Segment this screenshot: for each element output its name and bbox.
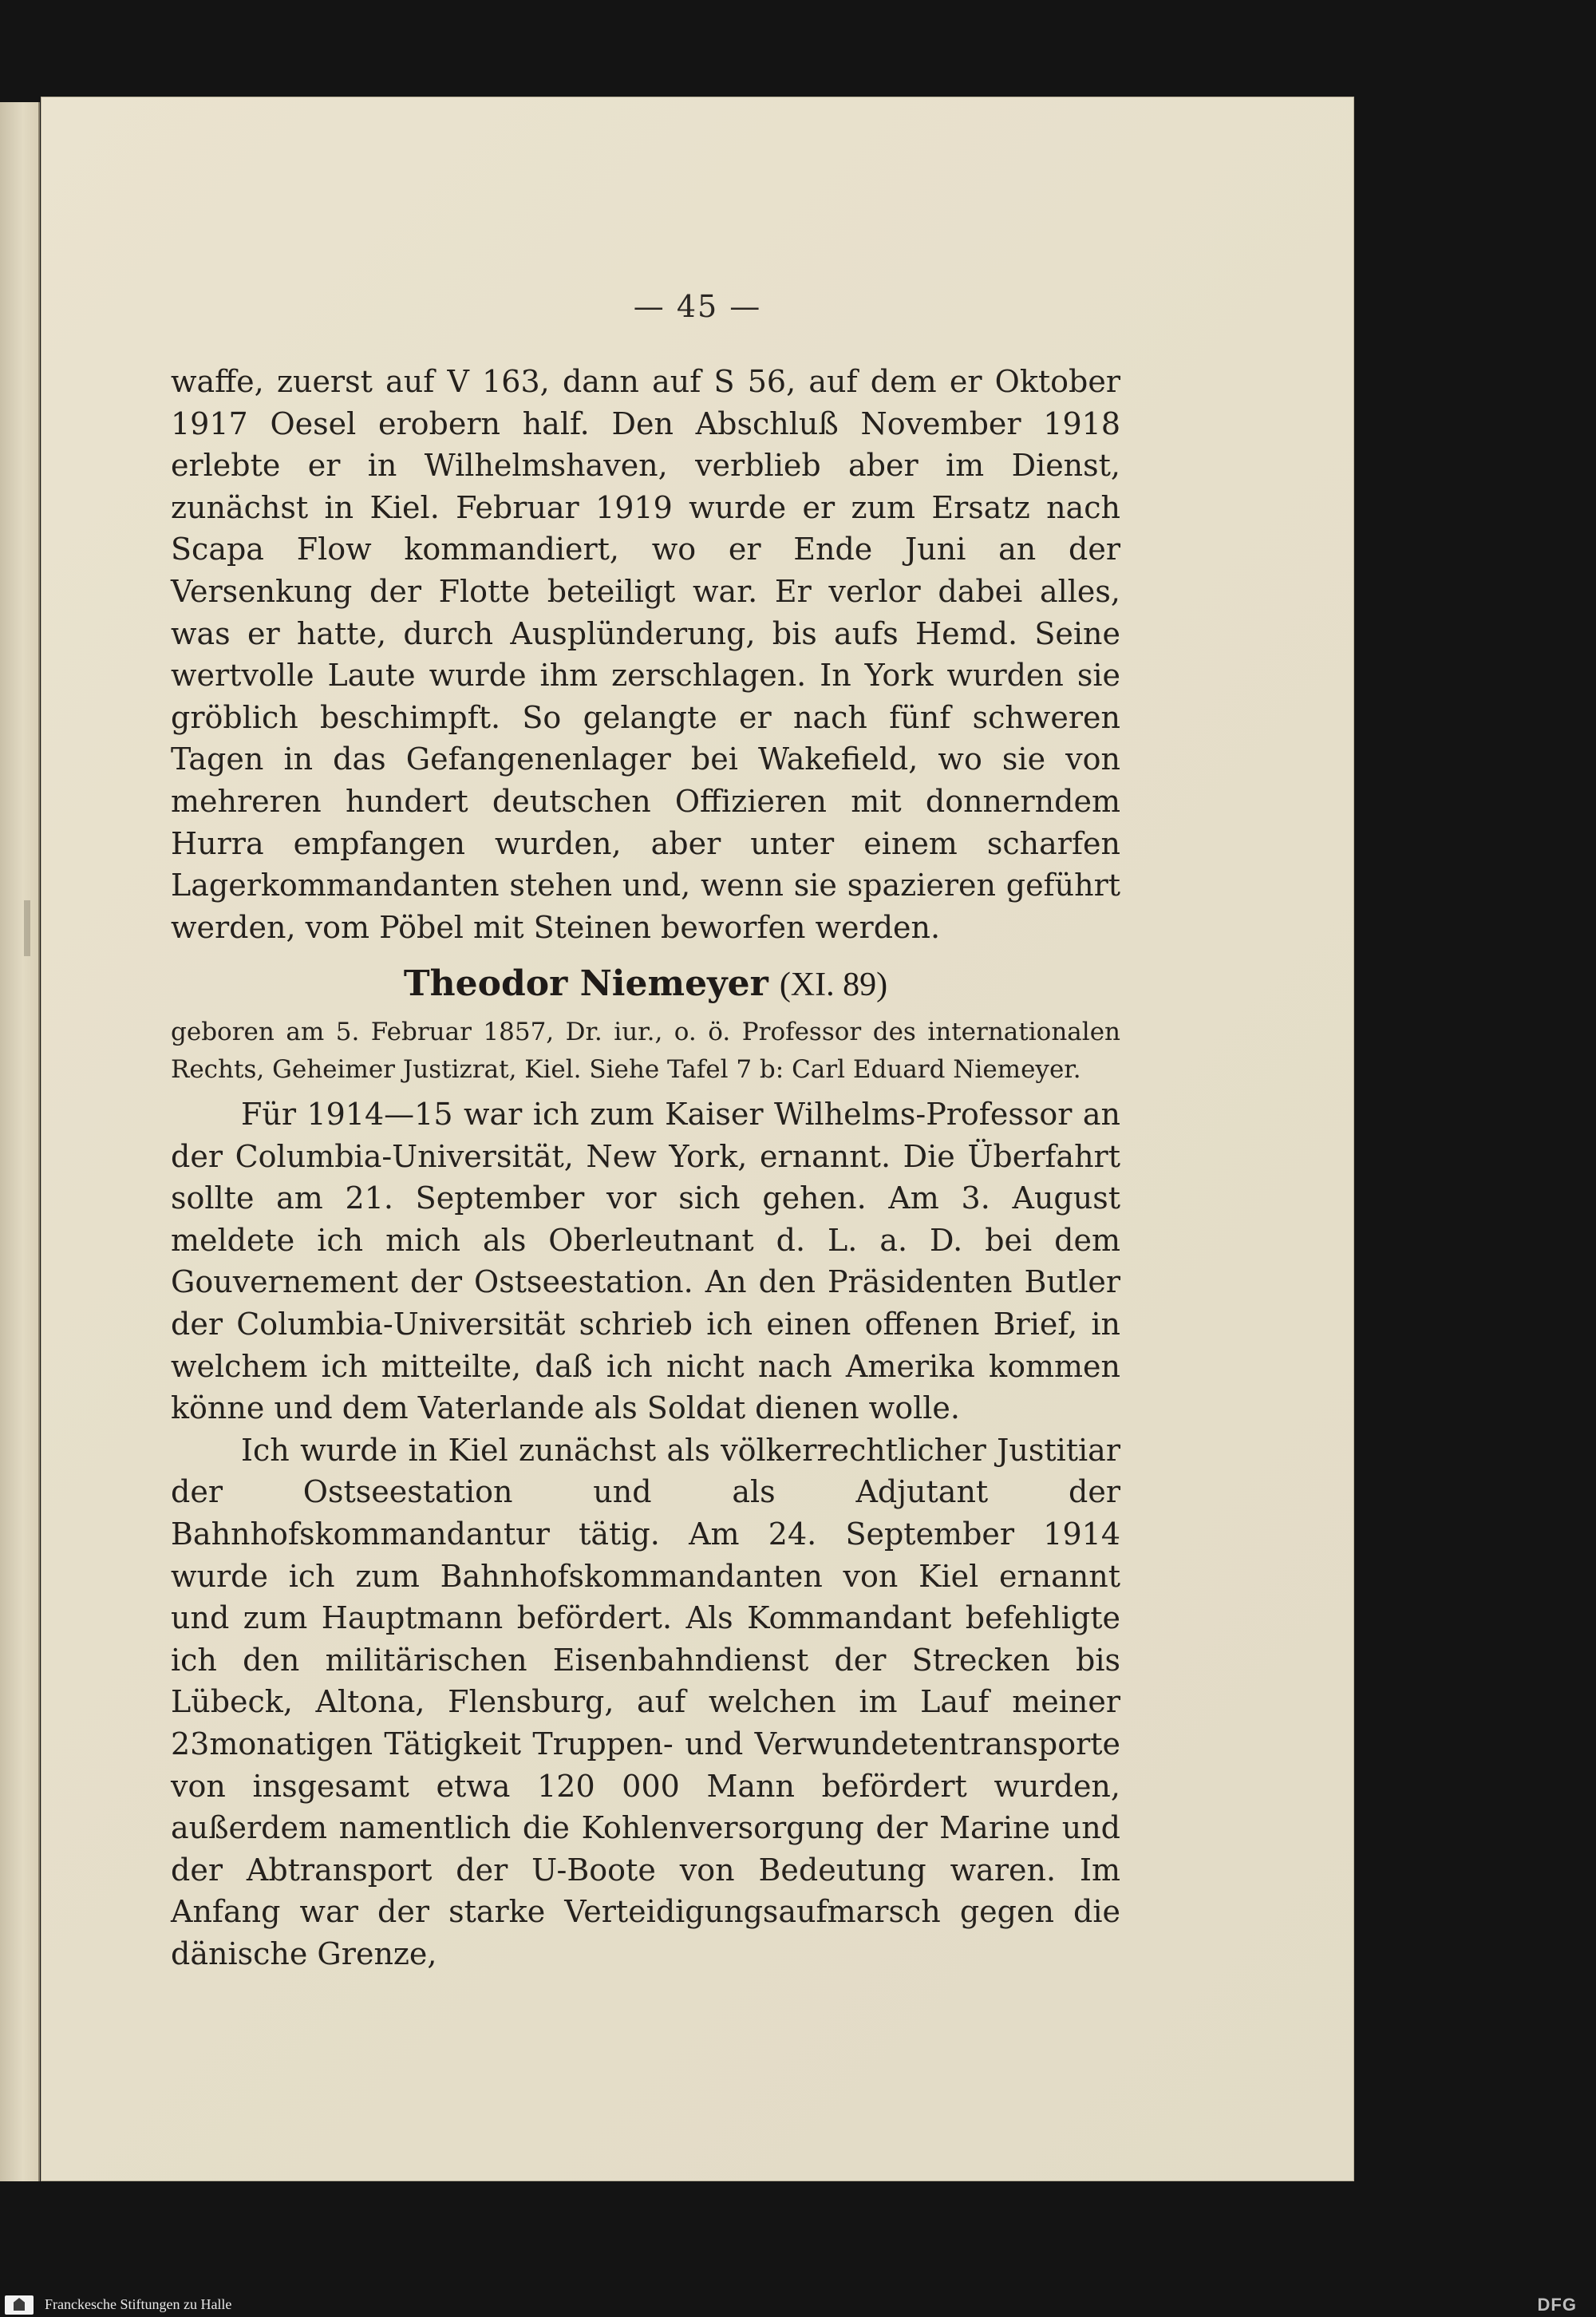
institution-logo-icon	[5, 2295, 34, 2315]
body-text-bottom	[171, 1093, 1120, 1975]
binding-mark	[24, 900, 30, 956]
dfg-logo: DFG	[1537, 2295, 1577, 2315]
paragraph: Ich wurde in Kiel zunächst als völkerrechtlicher Justitiar der Ostseestation und als Adjutant der Bahnhofskommandantur tätig. Am 24. September 1914 wurde ich zum Bahnhofskommandanten von Kiel ernannt und zum Hauptmann befördert. Als Kommandant befehligte ich den militärischen Eisenbahndienst der Strecken bis Lübeck, Altona, Flensburg, auf welchen im Lauf meiner 23monatigen Tätigkeit Truppen- und Verwundetentransporte von insgesamt etwa 120 000 Mann befördert wurden, außerdem namentlich die Kohlenversorgung der Marine und der Abtransport der U-Boote von Bedeutung waren. Im Anfang war der starke Verteidigungsaufmarsch gegen die dänische Grenze,	[171, 1432, 1120, 1971]
section-name: Theodor Niemeyer	[403, 963, 768, 1004]
book-page	[41, 97, 1353, 2181]
page-number: — 45 —	[633, 289, 762, 324]
paragraph: Für 1914—15 war ich zum Kaiser Wilhelms-Professor an der Columbia-Universität, New York, ernannt. Die Überfahrt sollte am 21. September vor sich gehen. Am 3. August meldete ich mich als Oberleutnant d. L. a. D. bei dem Gouvernement der Ostseestation. An den Präsidenten Butler der Columbia-Universität schrieb ich einen offenen Brief, in welchem ich mitteilte, daß ich nicht nach Amerika kommen könne und dem Vaterlande als Soldat dienen wolle.	[171, 1097, 1120, 1426]
body-text-top	[171, 361, 1120, 948]
facing-page-edge	[0, 102, 40, 2181]
institution-name: Franckesche Stiftungen zu Halle	[45, 2296, 232, 2312]
section-subtitle: geboren am 5. Februar 1857, Dr. iur., o. ö. Professor des internationalen Rechts, Geheimer Justizrat, Kiel. Siehe Tafel 7 b: Carl Eduard Niemeyer.	[171, 1018, 1120, 1084]
paragraph: waffe, zuerst auf V 163, dann auf S 56, auf dem er Oktober 1917 Oesel erobern half. Den Abschluß November 1918 erlebte er in Wilhelmshaven, verblieb aber im Dienst, zunächst in Kiel. Februar 1919 wurde er zum Ersatz nach Scapa Flow kommandiert, wo er Ende Juni an der Versenkung der Flotte beteiligt war. Er verlor dabei alles, was er hatte, durch Ausplünderung, bis aufs Hemd. Seine wertvolle Laute wurde ihm zerschlagen. In York wurden sie gröblich beschimpft. So gelangte er nach fünf schweren Tagen in das Gefangenenlager bei Wakefield, wo sie von mehreren hundert deutschen Offizieren mit donnerndem Hurra empfangen wurden, aber unter einem scharfen Lagerkommandanten stehen und, wenn sie spazieren geführt werden, vom Pöbel mit Steinen beworfen werden.	[171, 364, 1120, 945]
viewer-footer	[0, 2292, 1596, 2317]
section-reference: (XI. 89)	[779, 967, 888, 1003]
section-heading	[171, 963, 1120, 1004]
